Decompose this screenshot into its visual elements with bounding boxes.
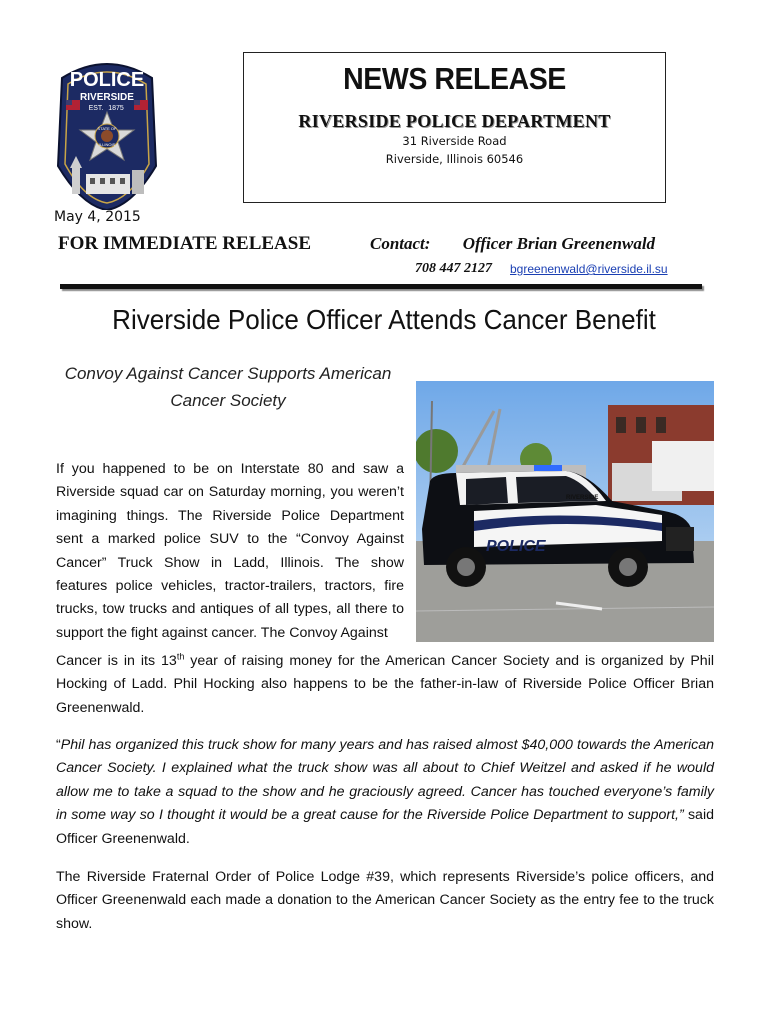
address-line-1: 31 Riverside Road xyxy=(402,134,507,148)
contact-label: Contact: xyxy=(370,234,431,253)
news-release-header-box xyxy=(243,52,666,203)
svg-text:STATE OF: STATE OF xyxy=(97,126,117,131)
body-paragraph-1-continued xyxy=(56,650,714,720)
contact-email-link[interactable]: bgreenenwald@riverside.il.su xyxy=(510,262,668,276)
svg-text:1875: 1875 xyxy=(108,105,124,112)
body-paragraph-3: The Riverside Fraternal Order of Police Lodge #39, which represents Riverside’s police officers, and Officer Greenenwald each made a donation to the American Cancer Society as the entry fee to the truck show. xyxy=(56,869,714,932)
release-date: May 4, 2015 xyxy=(54,209,141,225)
quote-text: Phil has organized this truck show for many years and has raised almost $40,000 towards the American Cancer Society. I explained what the truck show was all about to Chief Weitzel and asked if he would allow me to take a squad to the show and he graciously agreed. Cancer has touched everyone’s family in some way so I thought it would be a great cause for the Riverside Police Department to support,” xyxy=(56,737,714,824)
contact-name: Officer Brian Greenenwald xyxy=(462,234,656,253)
police-suv-photo xyxy=(416,381,714,642)
svg-text:RIVERSIDE: RIVERSIDE xyxy=(80,92,134,103)
svg-text:POLICE: POLICE xyxy=(486,538,546,555)
quote-open-mark: “ xyxy=(56,737,61,753)
contact-phone: 708 447 2127 xyxy=(415,261,492,276)
news-release-title: NEWS RELEASE xyxy=(343,61,566,96)
svg-text:EST.: EST. xyxy=(88,105,104,112)
svg-text:ILLINOIS: ILLINOIS xyxy=(98,142,116,147)
p1-text-post: year of raising money for the American Cancer Society and is organized by Phil Hocking of Ladd. Phil Hocking also happens to be the father-in-law of Riverside Police Officer Brian Greenenwald. xyxy=(56,653,715,716)
article-headline: Riverside Police Officer Attends Cancer Benefit xyxy=(112,304,656,335)
svg-text:RIVERSIDE: RIVERSIDE xyxy=(566,495,599,501)
p1-ordinal-suffix: th xyxy=(176,651,185,662)
department-name: RIVERSIDE POLICE DEPARTMENT xyxy=(298,111,611,131)
header-divider xyxy=(60,284,702,289)
immediate-release-label: FOR IMMEDIATE RELEASE xyxy=(58,233,312,254)
article-subheadline: Convoy Against Cancer Supports American Cancer Society xyxy=(64,364,392,410)
body-paragraph-1: If you happened to be on Interstate 80 and saw a Riverside squad car on Saturday morning, you weren’t imagining things. The Riverside Police Department sent a marked police SUV to the “Convoy Against Cancer” Truck Show in Ladd, Illinois. The show features police vehicles, tractor-trailers, tractors, fire trucks, tow trucks and antiques of all types, all there to support the fight against cancer. The Convoy Against xyxy=(56,461,404,641)
body-paragraph-quote xyxy=(56,734,714,851)
svg-text:POLICE: POLICE xyxy=(69,69,145,91)
quote-attribution: said Officer Greenenwald. xyxy=(56,807,714,847)
p1-text-pre: Cancer is in its 13 xyxy=(56,653,177,669)
address-line-2: Riverside, Illinois 60546 xyxy=(385,152,524,166)
police-badge-logo xyxy=(52,56,162,210)
contact-line xyxy=(370,234,655,254)
